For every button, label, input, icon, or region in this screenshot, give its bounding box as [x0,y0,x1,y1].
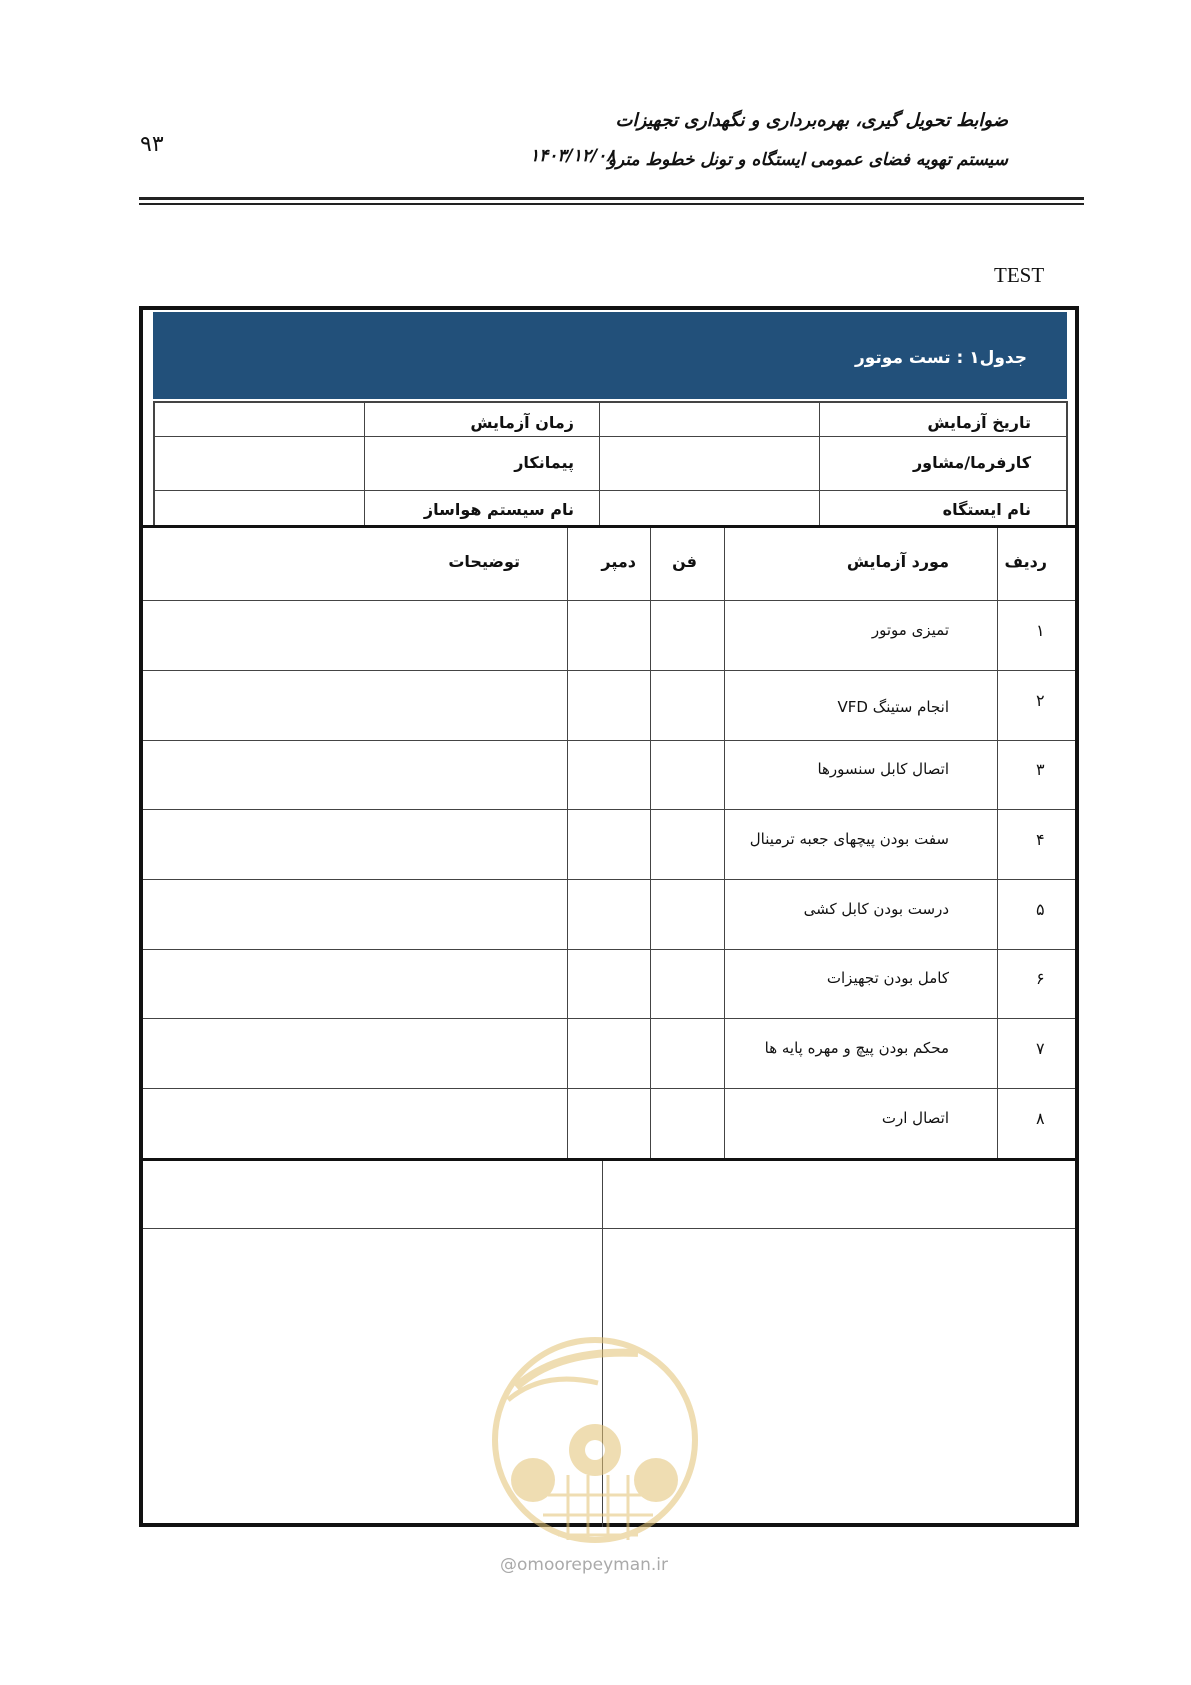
test-item: تمیزی موتور [871,621,949,639]
info-grid-line [819,401,820,525]
column-header-damper: دمپر [601,552,636,571]
info-grid-line [1066,401,1068,525]
watermark-site: @omoorepeyman.ir [500,1555,669,1575]
row-number: ۱ [1036,621,1045,640]
watermark-logo [488,1325,702,1555]
row-number: ۳ [1036,760,1045,779]
section-divider [139,525,1079,528]
column-header-row: ردیف [1004,552,1047,571]
test-item: کامل بودن تجهیزات [826,969,949,987]
header-rule [139,203,1084,205]
row-number: ۴ [1036,830,1045,849]
info-grid-line [153,401,1068,403]
row-number: ۵ [1036,900,1045,919]
test-item: انجام ستینگ VFD [837,698,949,716]
test-item: سفت بودن پیچهای جعبه ترمینال [749,830,949,848]
test-item: اتصال کابل سنسورها [817,760,949,778]
info-grid-line [364,401,365,525]
row-number: ۶ [1036,969,1045,988]
table-caption: جدول۱ : تست موتور [854,348,1027,368]
document-title: ضوابط تحویل گیری، بهره‌برداری و نگهداری تجهیزات [615,110,1008,131]
info-grid-line [153,401,155,525]
row-number: ۸ [1036,1109,1045,1128]
column-header-test-item: مورد آزمایش [846,552,949,571]
checklist-grid-line [143,809,1075,810]
info-grid-line [153,490,1068,491]
row-number: ۷ [1036,1039,1045,1058]
station-name-label: نام ایستگاه [942,500,1031,519]
checklist-grid-line [143,670,1075,671]
table-caption-banner [153,312,1067,399]
document-subtitle: سیستم تهویه فضای عمومی ایستگاه و تونل خطوط مترو [607,150,1008,170]
checklist-grid-line [997,528,998,1158]
page-number: ۹۳ [140,132,164,157]
checklist-grid-line [143,949,1075,950]
checklist-grid-line [567,528,568,1158]
header-rule [139,197,1084,200]
row-number: ۲ [1036,691,1045,710]
test-item: محکم بودن پیچ و مهره پایه ها [764,1039,949,1057]
checklist-grid-line [650,528,651,1158]
signature-grid-line [143,1228,1075,1229]
checklist-grid-line [143,879,1075,880]
checklist-grid-line [143,740,1075,741]
checklist-grid-line [143,1088,1075,1089]
checklist-grid-line [724,528,725,1158]
checklist-grid-line [143,1018,1075,1019]
test-time-label: زمان آزمایش [470,413,574,432]
client-consultant-label: کارفرما/مشاور [912,453,1031,472]
hvac-system-name-label: نام سیستم هواساز [423,500,574,519]
column-header-notes: توضیحات [448,552,520,571]
test-date-label: تاریخ آزمایش [927,413,1031,432]
document-date: ۱۴۰۳/۱۲/۰۸ [530,146,616,166]
section-divider [139,1158,1079,1161]
info-grid-line [153,436,1068,437]
test-item: اتصال ارت [881,1109,949,1127]
test-item: درست بودن کابل کشی [803,900,949,918]
contractor-label: پیمانکار [514,453,574,472]
column-header-fan: فن [672,552,697,571]
info-grid-line [599,401,600,525]
section-label: TEST [994,263,1045,287]
checklist-grid-line [143,600,1075,601]
